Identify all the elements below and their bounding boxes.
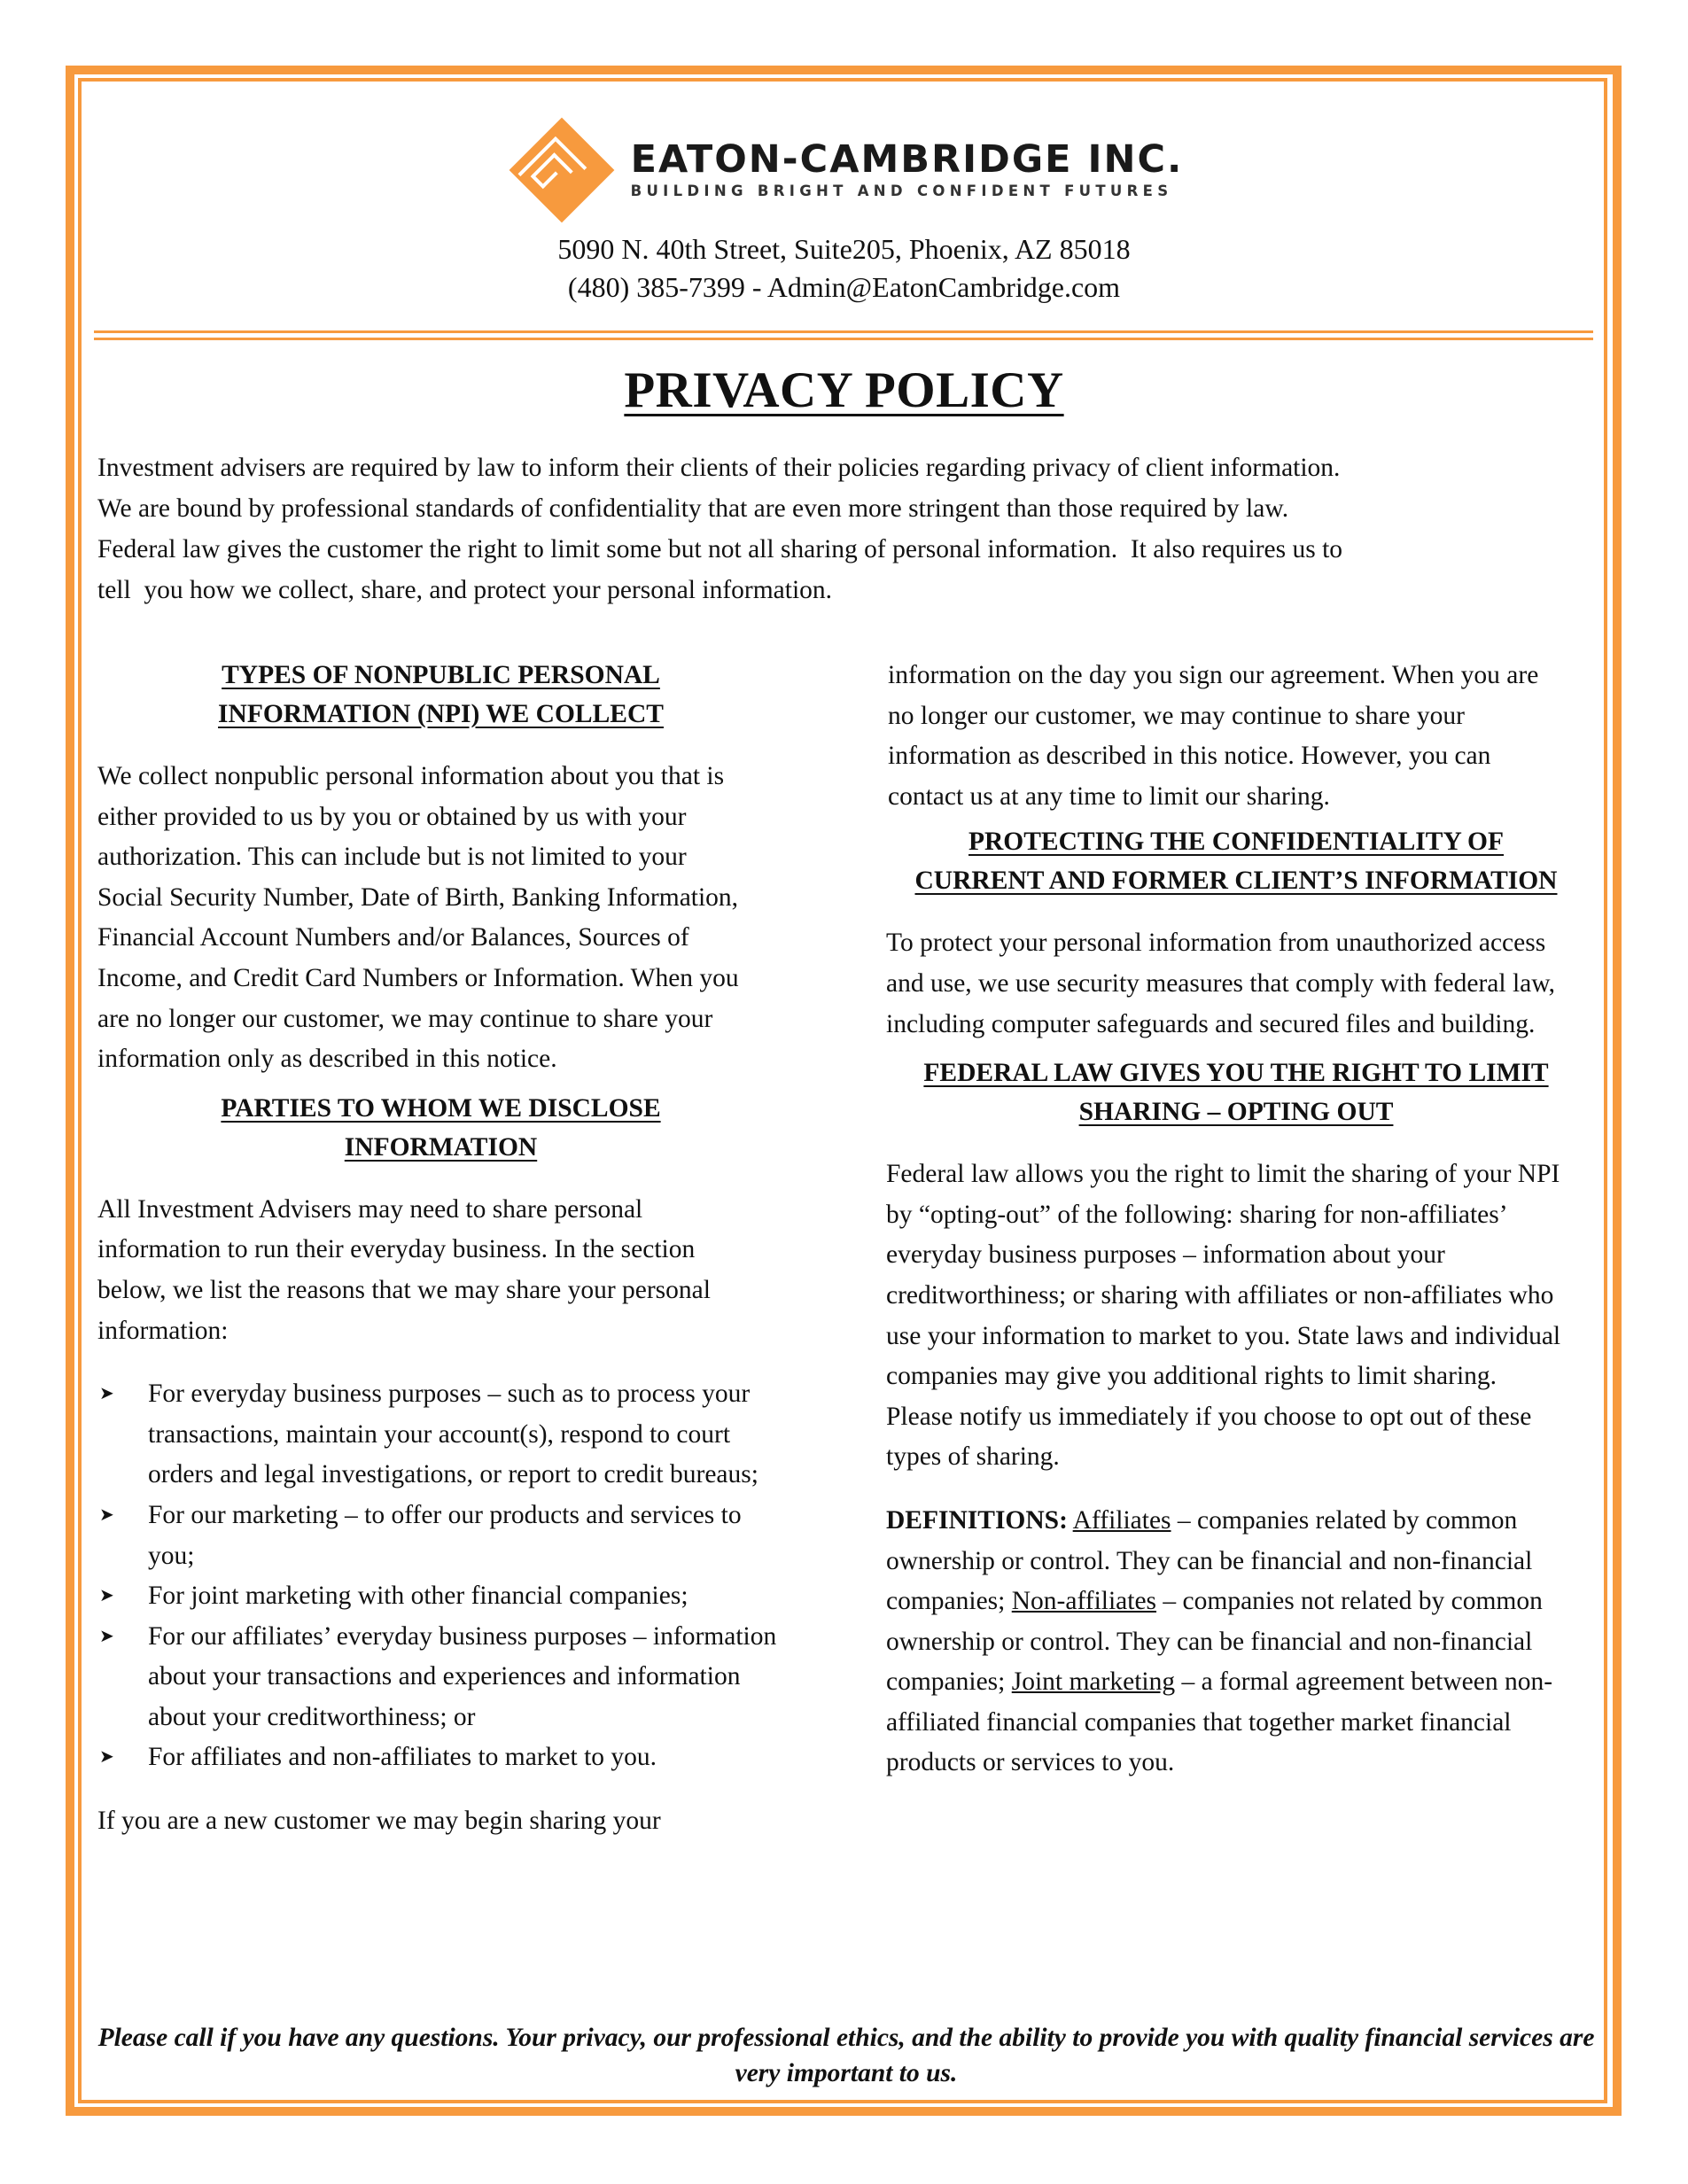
list-item-text: For our marketing – to offer our products and services to you; — [148, 1500, 742, 1570]
footer-note: Please call if you have any questions. Your privacy, our professional ethics, and the ability to provide you with quality financial services are very important to us. — [97, 2024, 1595, 2087]
list-item-text: For joint marketing with other financial companies; — [148, 1582, 688, 1611]
term-non-affiliates: Non-affiliates — [1011, 1587, 1157, 1616]
diamond-e-logo-icon — [505, 113, 618, 227]
section-heading-protecting — [874, 822, 1599, 900]
list-item — [97, 1374, 784, 1496]
section-heading-opting-out — [886, 1053, 1586, 1131]
left-column — [97, 656, 784, 1842]
letterhead — [0, 113, 1688, 307]
section-body-opting-out: Federal law allows you the right to limit the sharing of your NPI by “opting-out” of the following: sharing for non-affiliates’ everyday business purposes – information about your creditworthiness; or sharing with affiliates or non-affiliates who use your information to market to you. State laws and individual companies may give you additional rights to limit sharing. Please notify us immediately if you choose to opt out of these types of sharing. — [886, 1160, 1561, 1472]
header-rule-top — [94, 330, 1593, 333]
section-body-npi: We collect nonpublic personal information about you that is either provided to us by you or obtained by us with your authorization. This can include but is not limited to your Social Security Number, Date of Birth, Banking Information, Financial Account Numbers and/or Balances, Sources of Income, and Credit Card Numbers or Information. When you are no longer our customer, we may continue to share your information only as described in this notice. — [97, 762, 739, 1074]
intro-paragraph — [97, 447, 1595, 610]
heading-line: TYPES OF NONPUBLIC PERSONAL — [222, 661, 660, 689]
definition-text: – a formal agreement between non-affiliated financial companies that together market financial products or services to you. — [886, 1667, 1553, 1777]
intro-line: Federal law gives the customer the right to limit some but not all sharing of personal information. It also requires us to — [97, 535, 1343, 563]
definition-text: – companies not related by common ownership or control. They can be financial and non-financial companies; — [886, 1587, 1543, 1697]
heading-line: SHARING – OPTING OUT — [1078, 1098, 1394, 1127]
definition-text: – companies related by common ownership or control. They can be financial and non-financial companies; — [886, 1505, 1533, 1616]
section-body-protecting: To protect your personal information from unauthorized access and use, we use security measures that comply with federal law, including computer safeguards and secured files and building. — [886, 929, 1556, 1038]
logo-row — [0, 113, 1688, 227]
definitions-paragraph — [886, 1501, 1586, 1784]
arrowhead-bullet-icon: ➤ — [99, 1626, 114, 1646]
list-item — [97, 1576, 784, 1617]
arrowhead-bullet-icon: ➤ — [99, 1384, 114, 1404]
company-tagline: BUILDING BRIGHT AND CONFIDENT FUTURES — [630, 183, 1173, 199]
brand-block — [631, 138, 1184, 202]
heading-line: INFORMATION (NPI) WE COLLECT — [218, 700, 664, 728]
heading-line: PARTIES TO WHOM WE DISCLOSE — [221, 1093, 661, 1123]
company-contact: (480) 385-7399 - Admin@EatonCambridge.com — [567, 271, 1121, 303]
arrowhead-bullet-icon: ➤ — [99, 1747, 114, 1768]
disclosure-reasons-list — [97, 1374, 784, 1778]
term-joint-marketing: Joint marketing — [1011, 1667, 1176, 1697]
heading-line: INFORMATION — [344, 1132, 538, 1162]
heading-line: CURRENT AND FORMER CLIENT’S INFORMATION — [914, 867, 1558, 896]
company-address: 5090 N. 40th Street, Suite205, Phoenix, AZ 85018 — [557, 233, 1131, 265]
list-item-text: For everyday business purposes – such as to process your transactions, maintain your account(s), respond to court orders and legal investigations, or report to credit bureaus; — [148, 1380, 758, 1489]
page-title: PRIVACY POLICY — [624, 362, 1064, 418]
heading-line: PROTECTING THE CONFIDENTIALITY OF — [968, 828, 1505, 857]
new-customer-text: If you are a new customer we may begin sharing your — [97, 1807, 661, 1836]
list-item — [97, 1496, 784, 1576]
list-item-text: For affiliates and non-affiliates to market to you. — [148, 1743, 657, 1772]
section-body-parties: All Investment Advisers may need to share personal information to run their everyday business. In the section below, we list the reasons that we may share your personal information: — [97, 1194, 711, 1345]
arrowhead-bullet-icon: ➤ — [99, 1586, 114, 1606]
list-item — [97, 1617, 784, 1738]
definitions-label: DEFINITIONS: — [886, 1505, 1068, 1535]
company-name: EATON-CAMBRIDGE INC. — [630, 137, 1184, 182]
right-column — [886, 656, 1586, 1784]
term-affiliates: Affiliates — [1072, 1505, 1171, 1535]
continuation-text: information on the day you sign our agreement. When you are no longer our customer, we may continue to share your information as described in this notice. However, you can contact us at any time to limit our sharing. — [888, 661, 1539, 811]
section-heading-parties — [97, 1089, 784, 1167]
intro-line: We are bound by professional standards of confidentiality that are even more stringent than those required by law. — [97, 494, 1289, 523]
header-rule-bottom — [94, 338, 1593, 340]
arrowhead-bullet-icon: ➤ — [99, 1504, 114, 1525]
heading-line: FEDERAL LAW GIVES YOU THE RIGHT TO LIMIT — [923, 1059, 1549, 1088]
section-heading-npi — [97, 656, 784, 734]
intro-line: tell you how we collect, share, and protect your personal information. — [97, 576, 833, 604]
list-item-text: For our affiliates’ everyday business purposes – information about your transactions and experiences and information about your creditworthiness; or — [148, 1621, 777, 1731]
intro-line: Investment advisers are required by law to inform their clients of their policies regarding privacy of client information. — [97, 454, 1341, 482]
list-item — [97, 1737, 784, 1778]
